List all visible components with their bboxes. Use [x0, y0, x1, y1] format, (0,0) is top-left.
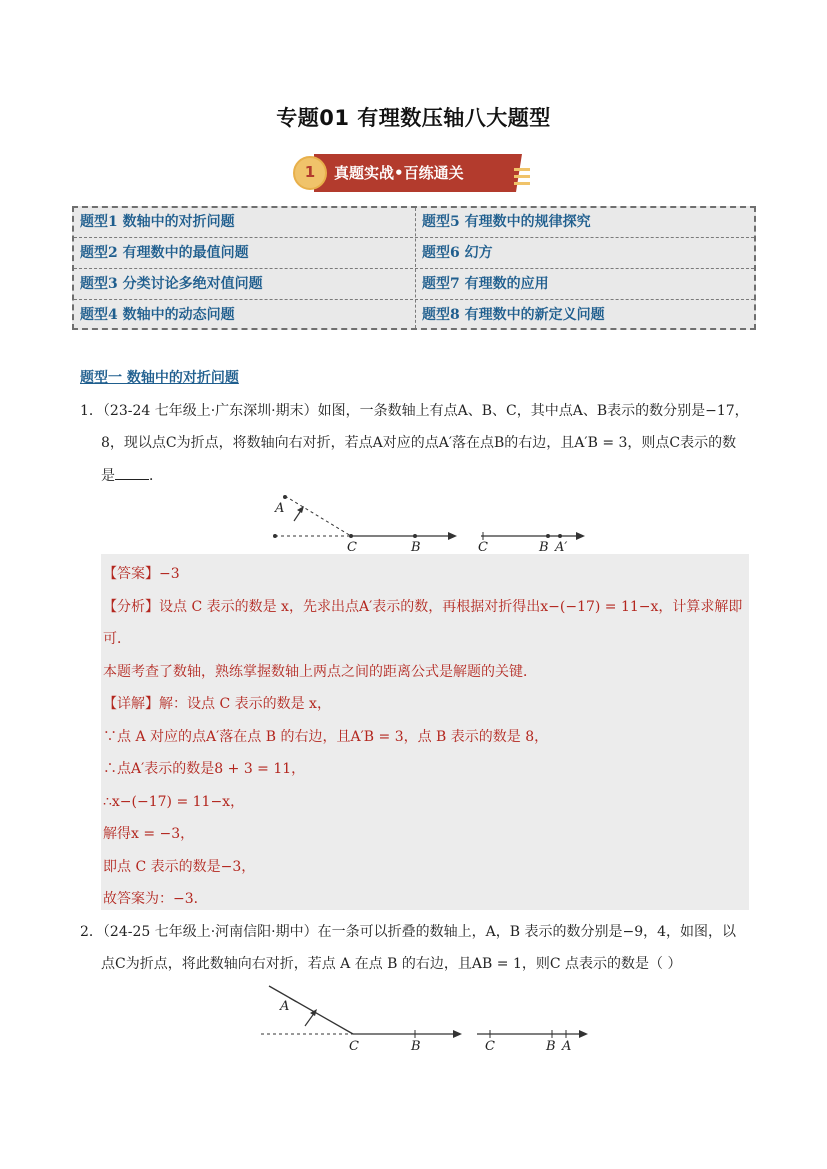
label-b: B [411, 540, 421, 554]
section-heading: 题型一 数轴中的对折问题 [80, 370, 239, 386]
label-c: C [478, 540, 488, 554]
banner-stripe [514, 175, 530, 178]
detail-line: ∴点A′表示的数是8 + 3 = 11， [103, 761, 306, 777]
label-c: C [485, 1039, 495, 1054]
label-a-prime: A′ [555, 540, 568, 554]
label-a: A [280, 999, 290, 1014]
label-a: A [275, 501, 285, 516]
question-1-line: 8，现以点C为折点，将数轴向右对折，若点A对应的点A′落在点B的右边，且A′B = 3，则点C表示的数 [101, 435, 737, 451]
detail-line: ∴x−(−17) = 11−x， [103, 794, 245, 810]
folded-ray [285, 496, 351, 536]
label-c: C [347, 540, 357, 554]
banner-number: 1 [304, 163, 316, 181]
toc-item[interactable]: 题型7 有理数的应用 [422, 276, 549, 292]
toc-item[interactable]: 题型8 有理数中的新定义问题 [422, 307, 605, 323]
question-1-line: 1．（23-24 七年级上·广东深圳·期末）如图，一条数轴上有点A、B、C，其中点A、B表示的数分别是−17， [80, 403, 749, 419]
toc-item[interactable]: 题型5 有理数中的规律探究 [422, 214, 591, 230]
detail-line: 即点 C 表示的数是−3， [103, 859, 256, 875]
label-b: B [539, 540, 549, 554]
toc-item[interactable]: 题型3 分类讨论多绝对值问题 [80, 276, 263, 292]
note-line: 本题考查了数轴，熟练掌握数轴上两点之间的距离公式是解题的关键． [103, 664, 537, 680]
page-title: 专题01 有理数压轴八大题型 [276, 106, 551, 130]
topic-table [72, 206, 756, 330]
analysis-line: 【分析】设点 C 表示的数是 x，先求出点A′表示的数，再根据对折得出x−(−17) = 11−x，计算求解即 [103, 599, 743, 615]
toc-item[interactable]: 题型2 有理数中的最值问题 [80, 245, 249, 261]
axis-arrow [453, 1030, 462, 1038]
toc-item[interactable]: 题型4 数轴中的动态问题 [80, 307, 235, 323]
figure-number-line-1 [255, 488, 595, 554]
question-1-text: ． [149, 468, 163, 484]
detail-line: 故答案为：−3． [103, 891, 208, 907]
label-b: B [411, 1039, 421, 1054]
label-a: A [562, 1039, 572, 1054]
detail-line: 解得x = −3， [103, 826, 195, 842]
question-2-line: 2．（24-25 七年级上·河南信阳·期中）在一条可以折叠的数轴上，A，B 表示的数分别是−9，4，如图，以 [80, 924, 737, 940]
axis-arrow [448, 532, 457, 540]
answer-line: 【答案】−3 [103, 566, 180, 582]
toc-item[interactable]: 题型6 幻方 [422, 245, 493, 261]
toc-item[interactable]: 题型1 数轴中的对折问题 [80, 214, 235, 230]
detail-line: 【详解】解：设点 C 表示的数是 x， [103, 696, 331, 712]
analysis-line: 可． [103, 631, 131, 647]
banner-stripe [514, 182, 530, 185]
question-1-line [101, 465, 163, 485]
figure-number-line-2 [255, 980, 595, 1060]
label-b: B [546, 1039, 556, 1054]
question-1-text: 是 [101, 468, 115, 484]
banner-stripe [514, 168, 530, 171]
detail-line: ∵点 A 对应的点A′落在点 B 的右边，且A′B = 3，点 B 表示的数是 8， [103, 729, 549, 745]
question-2-line: 点C为折点，将此数轴向右对折，若点 A 在点 B 的右边，且AB = 1，则C 点表示的数是（ ） [101, 956, 682, 972]
label-c: C [349, 1039, 359, 1054]
answer-blank [115, 479, 149, 480]
banner-label: 真题实战•百练通关 [334, 164, 464, 182]
